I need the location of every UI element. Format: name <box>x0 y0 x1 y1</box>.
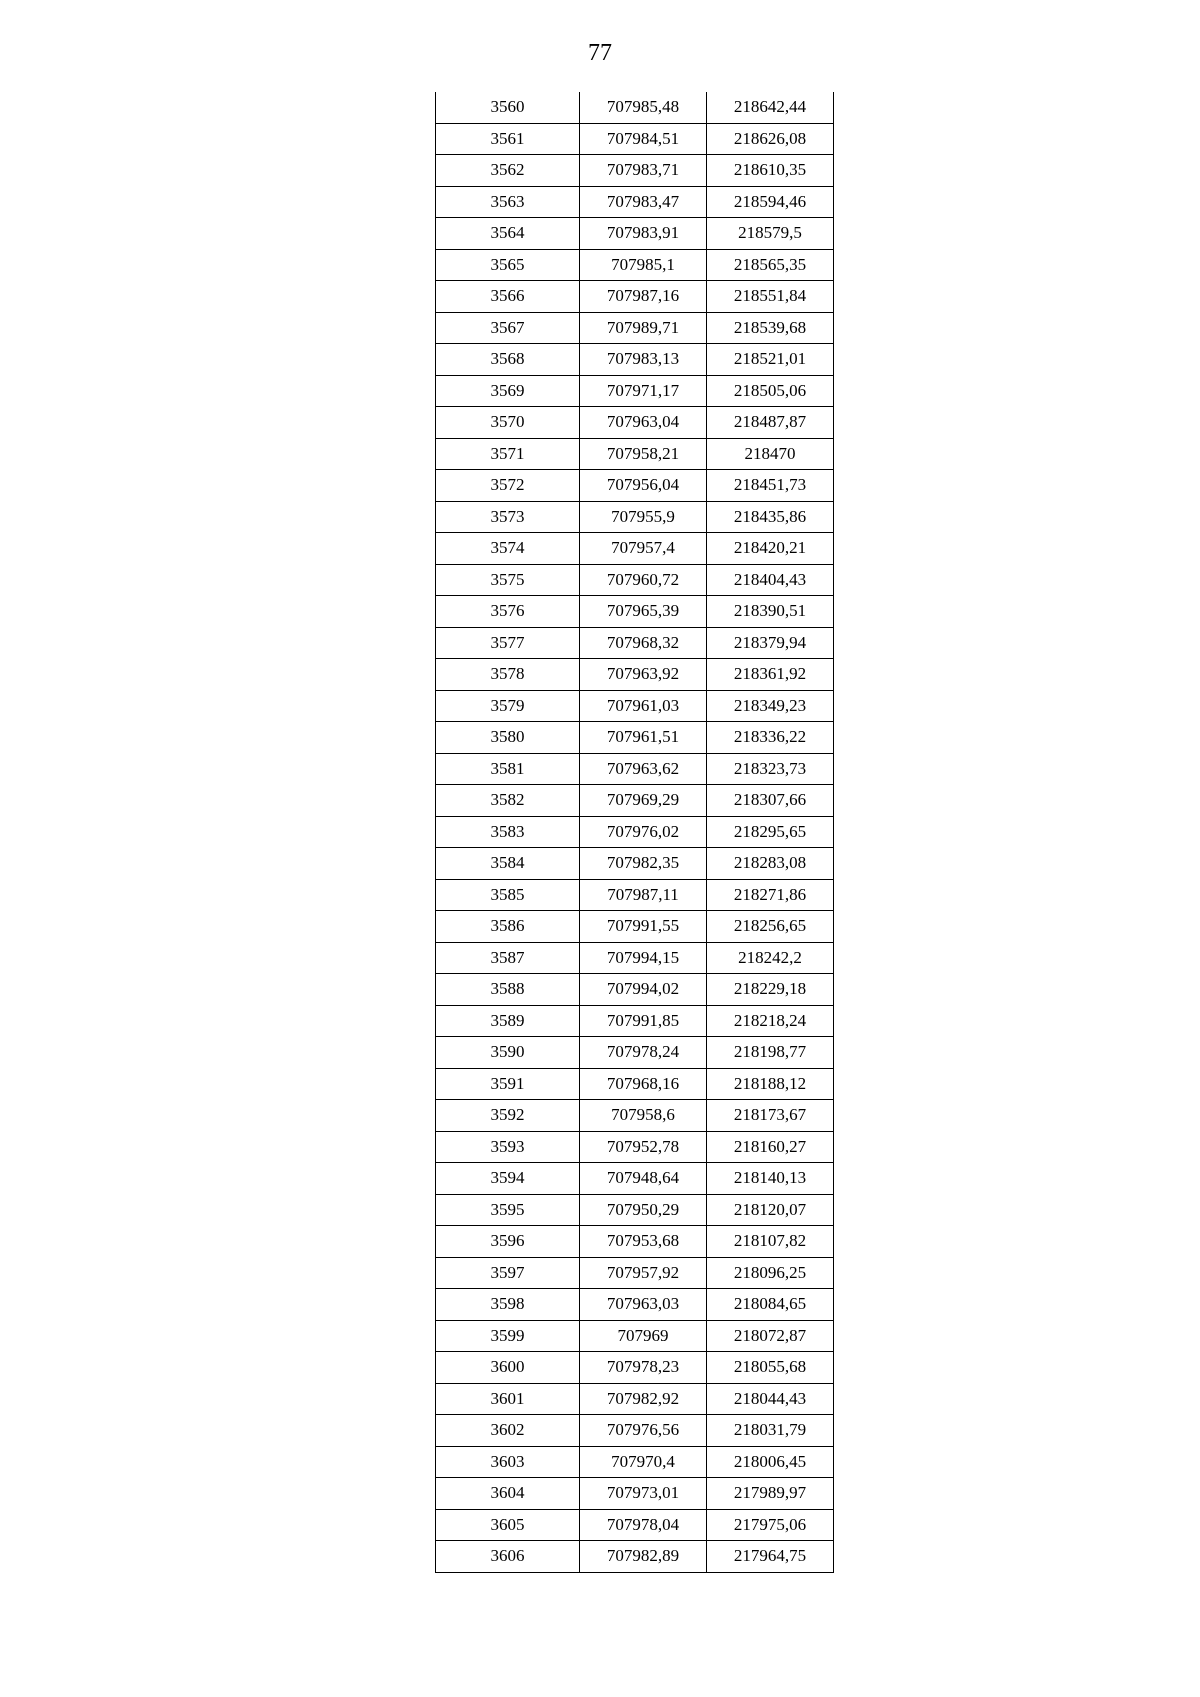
table-row <box>436 879 834 911</box>
x-coordinate-cell: 707976,02 <box>580 816 707 848</box>
x-coordinate-cell: 707991,55 <box>580 911 707 943</box>
y-coordinate-cell: 218435,86 <box>707 501 834 533</box>
x-coordinate-cell: 707948,64 <box>580 1163 707 1195</box>
point-number-cell: 3567 <box>436 312 580 344</box>
y-coordinate-cell: 218642,44 <box>707 92 834 123</box>
y-coordinate-cell: 218044,43 <box>707 1383 834 1415</box>
y-coordinate-cell: 217964,75 <box>707 1541 834 1573</box>
table-row <box>436 564 834 596</box>
x-coordinate-cell: 707963,04 <box>580 407 707 439</box>
point-number-cell: 3603 <box>436 1446 580 1478</box>
table-row <box>436 848 834 880</box>
coordinates-table <box>435 92 834 1573</box>
y-coordinate-cell: 218404,43 <box>707 564 834 596</box>
y-coordinate-cell: 218451,73 <box>707 470 834 502</box>
y-coordinate-cell: 218031,79 <box>707 1415 834 1447</box>
y-coordinate-cell: 218307,66 <box>707 785 834 817</box>
point-number-cell: 3585 <box>436 879 580 911</box>
table-row <box>436 1226 834 1258</box>
point-number-cell: 3604 <box>436 1478 580 1510</box>
x-coordinate-cell: 707978,24 <box>580 1037 707 1069</box>
point-number-cell: 3600 <box>436 1352 580 1384</box>
table-row <box>436 249 834 281</box>
y-coordinate-cell: 218072,87 <box>707 1320 834 1352</box>
point-number-cell: 3602 <box>436 1415 580 1447</box>
x-coordinate-cell: 707960,72 <box>580 564 707 596</box>
point-number-cell: 3576 <box>436 596 580 628</box>
point-number-cell: 3561 <box>436 123 580 155</box>
point-number-cell: 3575 <box>436 564 580 596</box>
y-coordinate-cell: 218579,5 <box>707 218 834 250</box>
x-coordinate-cell: 707982,89 <box>580 1541 707 1573</box>
y-coordinate-cell: 217975,06 <box>707 1509 834 1541</box>
y-coordinate-cell: 218006,45 <box>707 1446 834 1478</box>
point-number-cell: 3573 <box>436 501 580 533</box>
point-number-cell: 3599 <box>436 1320 580 1352</box>
y-coordinate-cell: 218565,35 <box>707 249 834 281</box>
x-coordinate-cell: 707994,02 <box>580 974 707 1006</box>
y-coordinate-cell: 218626,08 <box>707 123 834 155</box>
table-row <box>436 1163 834 1195</box>
x-coordinate-cell: 707982,92 <box>580 1383 707 1415</box>
y-coordinate-cell: 218218,24 <box>707 1005 834 1037</box>
point-number-cell: 3569 <box>436 375 580 407</box>
y-coordinate-cell: 217989,97 <box>707 1478 834 1510</box>
point-number-cell: 3592 <box>436 1100 580 1132</box>
x-coordinate-cell: 707984,51 <box>580 123 707 155</box>
table-row <box>436 407 834 439</box>
x-coordinate-cell: 707963,03 <box>580 1289 707 1321</box>
table-row <box>436 911 834 943</box>
x-coordinate-cell: 707985,48 <box>580 92 707 123</box>
x-coordinate-cell: 707971,17 <box>580 375 707 407</box>
point-number-cell: 3588 <box>436 974 580 1006</box>
table-row <box>436 1541 834 1573</box>
x-coordinate-cell: 707968,16 <box>580 1068 707 1100</box>
page-number: 77 <box>588 40 612 66</box>
x-coordinate-cell: 707957,92 <box>580 1257 707 1289</box>
table-row <box>436 1194 834 1226</box>
x-coordinate-cell: 707970,4 <box>580 1446 707 1478</box>
table-row <box>436 1352 834 1384</box>
point-number-cell: 3598 <box>436 1289 580 1321</box>
point-number-cell: 3593 <box>436 1131 580 1163</box>
table-row <box>436 1478 834 1510</box>
x-coordinate-cell: 707983,13 <box>580 344 707 376</box>
table-row <box>436 1257 834 1289</box>
table-row <box>436 123 834 155</box>
x-coordinate-cell: 707955,9 <box>580 501 707 533</box>
x-coordinate-cell: 707973,01 <box>580 1478 707 1510</box>
x-coordinate-cell: 707950,29 <box>580 1194 707 1226</box>
point-number-cell: 3591 <box>436 1068 580 1100</box>
y-coordinate-cell: 218188,12 <box>707 1068 834 1100</box>
x-coordinate-cell: 707969 <box>580 1320 707 1352</box>
y-coordinate-cell: 218256,65 <box>707 911 834 943</box>
point-number-cell: 3584 <box>436 848 580 880</box>
y-coordinate-cell: 218084,65 <box>707 1289 834 1321</box>
table-row <box>436 1509 834 1541</box>
table-row <box>436 1446 834 1478</box>
table-row <box>436 1415 834 1447</box>
table-row <box>436 186 834 218</box>
x-coordinate-cell: 707961,03 <box>580 690 707 722</box>
x-coordinate-cell: 707968,32 <box>580 627 707 659</box>
point-number-cell: 3570 <box>436 407 580 439</box>
x-coordinate-cell: 707963,62 <box>580 753 707 785</box>
table-row <box>436 816 834 848</box>
point-number-cell: 3595 <box>436 1194 580 1226</box>
table-row <box>436 533 834 565</box>
point-number-cell: 3589 <box>436 1005 580 1037</box>
table-row <box>436 942 834 974</box>
x-coordinate-cell: 707991,85 <box>580 1005 707 1037</box>
y-coordinate-cell: 218349,23 <box>707 690 834 722</box>
table-row <box>436 344 834 376</box>
table-row <box>436 375 834 407</box>
point-number-cell: 3572 <box>436 470 580 502</box>
point-number-cell: 3597 <box>436 1257 580 1289</box>
table-row <box>436 92 834 123</box>
y-coordinate-cell: 218336,22 <box>707 722 834 754</box>
y-coordinate-cell: 218470 <box>707 438 834 470</box>
table-row <box>436 596 834 628</box>
point-number-cell: 3579 <box>436 690 580 722</box>
table-row <box>436 1131 834 1163</box>
x-coordinate-cell: 707976,56 <box>580 1415 707 1447</box>
point-number-cell: 3594 <box>436 1163 580 1195</box>
x-coordinate-cell: 707963,92 <box>580 659 707 691</box>
point-number-cell: 3560 <box>436 92 580 123</box>
point-number-cell: 3578 <box>436 659 580 691</box>
x-coordinate-cell: 707983,47 <box>580 186 707 218</box>
table-row <box>436 1068 834 1100</box>
coordinates-table-body <box>436 92 834 1572</box>
table-row <box>436 281 834 313</box>
y-coordinate-cell: 218283,08 <box>707 848 834 880</box>
point-number-cell: 3566 <box>436 281 580 313</box>
point-number-cell: 3596 <box>436 1226 580 1258</box>
table-row <box>436 218 834 250</box>
y-coordinate-cell: 218120,07 <box>707 1194 834 1226</box>
y-coordinate-cell: 218160,27 <box>707 1131 834 1163</box>
point-number-cell: 3582 <box>436 785 580 817</box>
point-number-cell: 3601 <box>436 1383 580 1415</box>
y-coordinate-cell: 218271,86 <box>707 879 834 911</box>
table-row <box>436 1320 834 1352</box>
x-coordinate-cell: 707982,35 <box>580 848 707 880</box>
table-row <box>436 470 834 502</box>
table-row <box>436 312 834 344</box>
table-row <box>436 438 834 470</box>
table-row <box>436 1037 834 1069</box>
y-coordinate-cell: 218390,51 <box>707 596 834 628</box>
x-coordinate-cell: 707958,21 <box>580 438 707 470</box>
y-coordinate-cell: 218055,68 <box>707 1352 834 1384</box>
point-number-cell: 3583 <box>436 816 580 848</box>
x-coordinate-cell: 707961,51 <box>580 722 707 754</box>
y-coordinate-cell: 218521,01 <box>707 344 834 376</box>
table-row <box>436 1289 834 1321</box>
point-number-cell: 3571 <box>436 438 580 470</box>
y-coordinate-cell: 218323,73 <box>707 753 834 785</box>
table-row <box>436 785 834 817</box>
table-row <box>436 501 834 533</box>
y-coordinate-cell: 218487,87 <box>707 407 834 439</box>
y-coordinate-cell: 218420,21 <box>707 533 834 565</box>
x-coordinate-cell: 707969,29 <box>580 785 707 817</box>
x-coordinate-cell: 707952,78 <box>580 1131 707 1163</box>
point-number-cell: 3577 <box>436 627 580 659</box>
y-coordinate-cell: 218361,92 <box>707 659 834 691</box>
point-number-cell: 3562 <box>436 155 580 187</box>
y-coordinate-cell: 218379,94 <box>707 627 834 659</box>
x-coordinate-cell: 707983,71 <box>580 155 707 187</box>
y-coordinate-cell: 218173,67 <box>707 1100 834 1132</box>
x-coordinate-cell: 707985,1 <box>580 249 707 281</box>
x-coordinate-cell: 707983,91 <box>580 218 707 250</box>
x-coordinate-cell: 707965,39 <box>580 596 707 628</box>
y-coordinate-cell: 218198,77 <box>707 1037 834 1069</box>
x-coordinate-cell: 707987,11 <box>580 879 707 911</box>
point-number-cell: 3563 <box>436 186 580 218</box>
point-number-cell: 3606 <box>436 1541 580 1573</box>
point-number-cell: 3565 <box>436 249 580 281</box>
y-coordinate-cell: 218140,13 <box>707 1163 834 1195</box>
x-coordinate-cell: 707958,6 <box>580 1100 707 1132</box>
table-row <box>436 974 834 1006</box>
y-coordinate-cell: 218107,82 <box>707 1226 834 1258</box>
y-coordinate-cell: 218096,25 <box>707 1257 834 1289</box>
y-coordinate-cell: 218229,18 <box>707 974 834 1006</box>
table-row <box>436 659 834 691</box>
table-row <box>436 722 834 754</box>
point-number-cell: 3586 <box>436 911 580 943</box>
x-coordinate-cell: 707994,15 <box>580 942 707 974</box>
point-number-cell: 3574 <box>436 533 580 565</box>
table-row <box>436 690 834 722</box>
y-coordinate-cell: 218242,2 <box>707 942 834 974</box>
point-number-cell: 3564 <box>436 218 580 250</box>
x-coordinate-cell: 707956,04 <box>580 470 707 502</box>
x-coordinate-cell: 707978,04 <box>580 1509 707 1541</box>
point-number-cell: 3605 <box>436 1509 580 1541</box>
table-row <box>436 1005 834 1037</box>
point-number-cell: 3568 <box>436 344 580 376</box>
y-coordinate-cell: 218551,84 <box>707 281 834 313</box>
x-coordinate-cell: 707987,16 <box>580 281 707 313</box>
point-number-cell: 3581 <box>436 753 580 785</box>
table-row <box>436 1383 834 1415</box>
y-coordinate-cell: 218539,68 <box>707 312 834 344</box>
y-coordinate-cell: 218594,46 <box>707 186 834 218</box>
table-row <box>436 155 834 187</box>
x-coordinate-cell: 707957,4 <box>580 533 707 565</box>
x-coordinate-cell: 707989,71 <box>580 312 707 344</box>
x-coordinate-cell: 707953,68 <box>580 1226 707 1258</box>
y-coordinate-cell: 218295,65 <box>707 816 834 848</box>
point-number-cell: 3587 <box>436 942 580 974</box>
point-number-cell: 3580 <box>436 722 580 754</box>
y-coordinate-cell: 218505,06 <box>707 375 834 407</box>
y-coordinate-cell: 218610,35 <box>707 155 834 187</box>
point-number-cell: 3590 <box>436 1037 580 1069</box>
table-row <box>436 1100 834 1132</box>
table-row <box>436 627 834 659</box>
x-coordinate-cell: 707978,23 <box>580 1352 707 1384</box>
table-row <box>436 753 834 785</box>
